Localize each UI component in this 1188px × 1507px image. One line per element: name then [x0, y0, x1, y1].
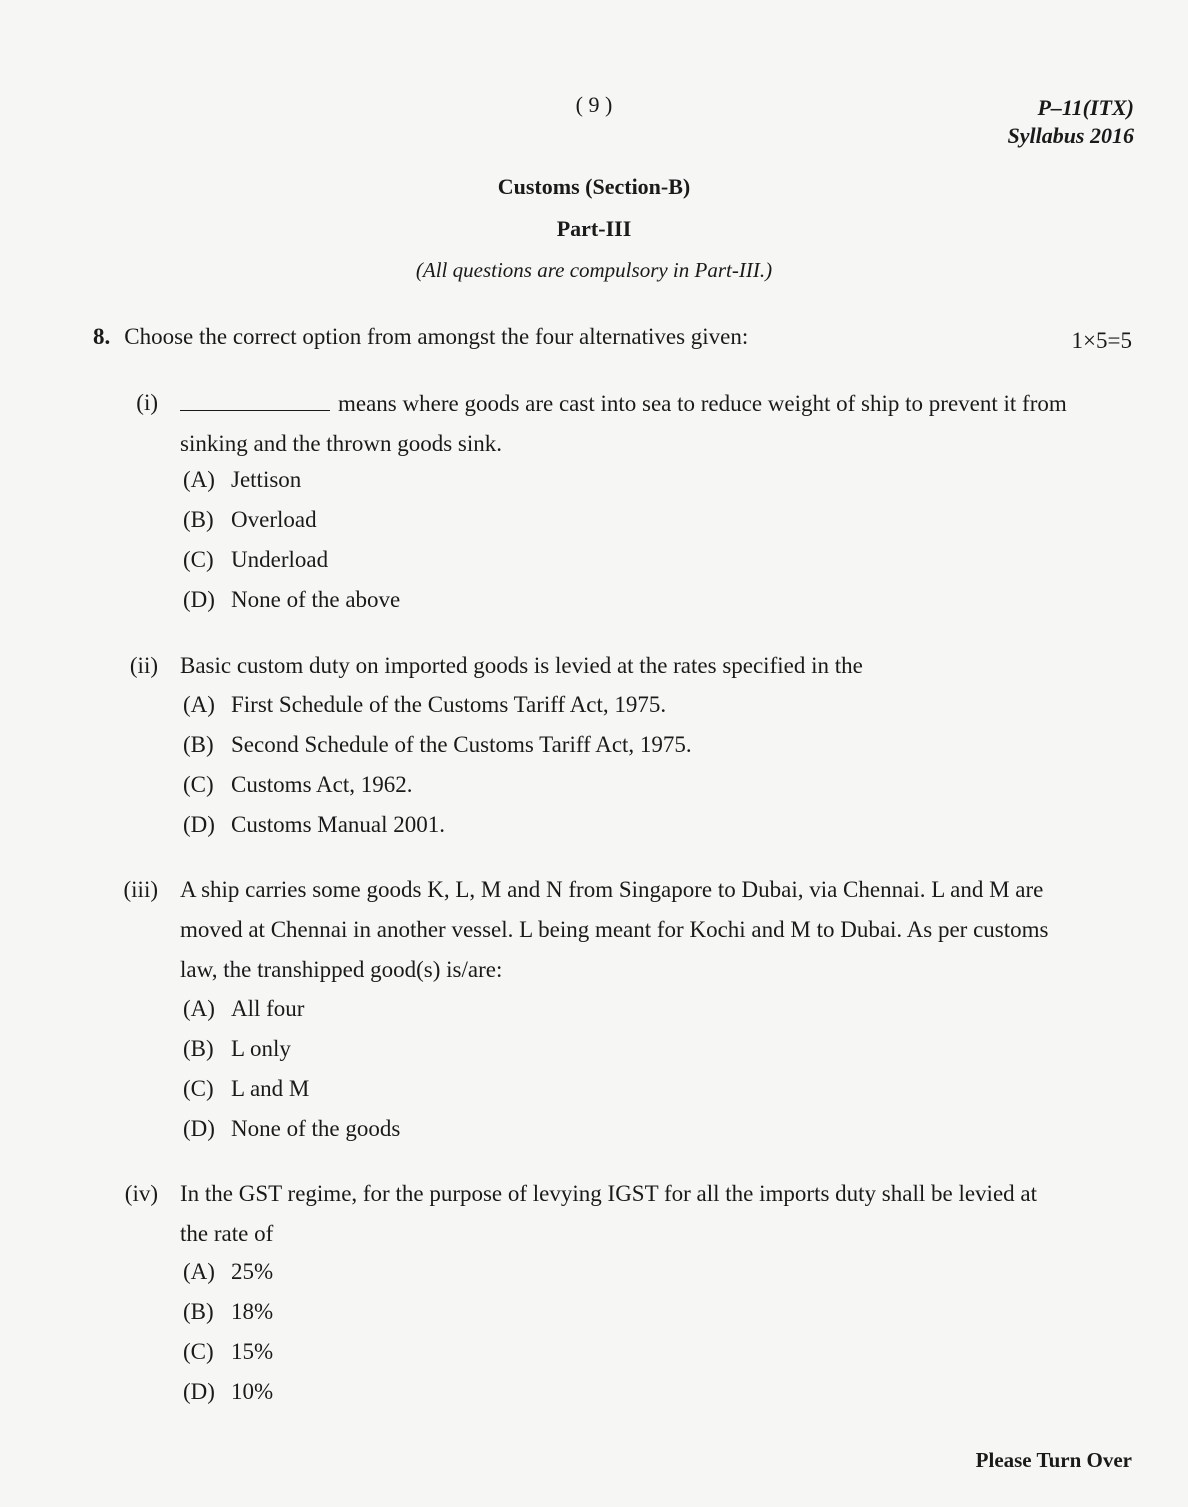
page-number: ( 9 )	[575, 92, 613, 117]
option-text: 15%	[231, 1339, 274, 1364]
option	[183, 692, 666, 718]
question-number: 8.	[93, 324, 111, 349]
option-text: 25%	[231, 1259, 274, 1284]
option-text: None of the goods	[231, 1116, 401, 1141]
option-label: (A)	[183, 467, 215, 492]
subquestion-line: moved at Chennai in another vessel. L being meant for Kochi and M to Dubai. As per customs	[180, 917, 1049, 942]
subquestion-number: (iii)	[123, 877, 158, 902]
option	[183, 996, 304, 1022]
option-label: (B)	[183, 507, 214, 532]
option	[183, 1339, 273, 1365]
option-text: Underload	[231, 547, 329, 572]
subquestion-text	[180, 384, 1135, 464]
part-title: Part-III	[556, 216, 632, 241]
subquestion-number: (i)	[136, 390, 158, 415]
option	[183, 772, 412, 798]
option	[183, 1379, 273, 1405]
please-turn-over: Please Turn Over	[975, 1448, 1132, 1472]
paper-code: P–11(ITX)	[1037, 95, 1134, 120]
option	[183, 467, 301, 493]
subquestion-line: Basic custom duty on imported goods is levied at the rates specified in the	[180, 653, 863, 678]
option-text: All four	[231, 996, 305, 1021]
option	[183, 732, 692, 758]
option-label: (C)	[183, 1339, 214, 1364]
option-text: 18%	[231, 1299, 274, 1324]
option-text: Overload	[231, 507, 317, 532]
option-text: L only	[231, 1036, 291, 1061]
option	[183, 1076, 309, 1102]
subquestion-text	[180, 646, 1135, 686]
syllabus-label: Syllabus 2016	[1007, 123, 1134, 148]
option-text: First Schedule of the Customs Tariff Act, 1975.	[231, 692, 667, 717]
subquestion-text	[180, 870, 1135, 990]
option-label: (C)	[183, 547, 214, 572]
option-label: (D)	[183, 1116, 215, 1141]
fill-in-blank	[180, 390, 330, 411]
subquestion-line: A ship carries some goods K, L, M and N from Singapore to Dubai, via Chennai. L and M are	[180, 877, 1044, 902]
subquestion-line-text: means where goods are cast into sea to reduce weight of ship to prevent it from	[338, 391, 1067, 416]
option-label: (C)	[183, 1076, 214, 1101]
subquestion-number: (ii)	[129, 653, 158, 678]
subquestion-number: (iv)	[124, 1181, 158, 1206]
subquestion-line: law, the transhipped good(s) is/are:	[180, 957, 503, 982]
option-label: (D)	[183, 1379, 215, 1404]
option-text: 10%	[231, 1379, 274, 1404]
option-label: (C)	[183, 772, 214, 797]
subquestion-line: In the GST regime, for the purpose of levying IGST for all the imports duty shall be levied at	[180, 1181, 1037, 1206]
question-text: Choose the correct option from amongst the four alternatives given:	[124, 324, 749, 349]
instruction: (All questions are compulsory in Part-III.)	[415, 258, 773, 282]
option-label: (A)	[183, 996, 215, 1021]
subquestion-text	[180, 1174, 1135, 1254]
option	[183, 587, 400, 613]
option-label: (A)	[183, 1259, 215, 1284]
paper-code-block	[1007, 94, 1134, 150]
option	[183, 507, 317, 533]
option	[183, 1259, 273, 1285]
option	[183, 547, 328, 573]
subquestion-line	[180, 384, 1135, 424]
option-text: Customs Act, 1962.	[231, 772, 413, 797]
option-text: L and M	[231, 1076, 310, 1101]
option-label: (D)	[183, 812, 215, 837]
option-text: Customs Manual 2001.	[231, 812, 446, 837]
option-label: (D)	[183, 587, 215, 612]
subquestion-line: sinking and the thrown goods sink.	[180, 431, 502, 456]
option-text: None of the above	[231, 587, 401, 612]
option-label: (B)	[183, 1036, 214, 1061]
option	[183, 1299, 273, 1325]
subquestion-line: the rate of	[180, 1221, 274, 1246]
marks: 1×5=5	[1071, 328, 1132, 353]
option-text: Second Schedule of the Customs Tariff Act, 1975.	[231, 732, 692, 757]
option	[183, 812, 445, 838]
option-label: (B)	[183, 1299, 214, 1324]
option-label: (B)	[183, 732, 214, 757]
option-label: (A)	[183, 692, 215, 717]
section-title: Customs (Section-B)	[497, 174, 691, 199]
option	[183, 1036, 291, 1062]
question-8	[93, 324, 748, 350]
option-text: Jettison	[231, 467, 302, 492]
option	[183, 1116, 400, 1142]
